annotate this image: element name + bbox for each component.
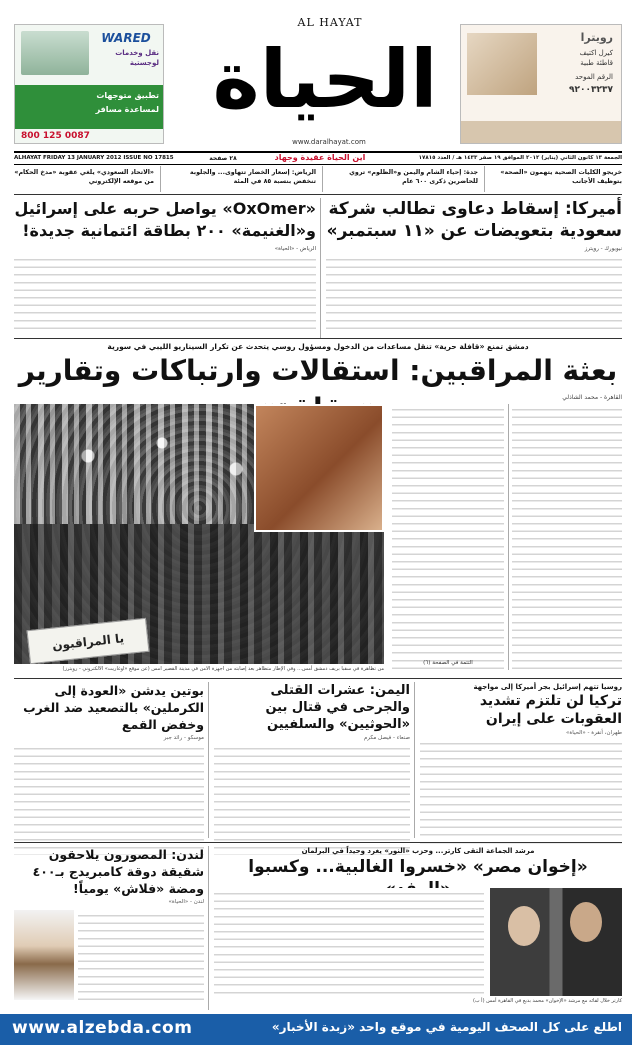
rule	[14, 338, 622, 339]
column-divider	[414, 682, 415, 838]
footer-slogan: اطلع على كل الصحف اليومية في موقع واحد «زبدة الأخبار»	[271, 1020, 622, 1034]
row4-kicker: مرشد الجماعة التقى كارتر... وحزب «النور» يغرد وحيداً في البرلمان	[301, 847, 535, 855]
ad-left-phone: 800 125 0087	[21, 131, 90, 141]
row4-london-photo[interactable]	[14, 910, 74, 1000]
ad-right-line1: كيرل اكتيف	[579, 49, 613, 57]
ad-left-line3: تطبيق متوجهات	[96, 91, 159, 100]
rule	[14, 678, 622, 679]
story1-headline-l2: سعودية بتعويضات عن «١١ سبتمبر»	[326, 221, 622, 241]
teaser-divider	[484, 166, 485, 192]
column-divider	[508, 404, 509, 670]
story1-byline: نيويورك - رويترز	[584, 246, 622, 252]
dateline-ar: الجمعة ١٣ كانون الثاني (يناير) ٢٠١٢ الموافق ١٩ صفر ١٤٣٣ هـ / العدد ١٧٨١٥	[418, 155, 622, 161]
inset-photo[interactable]	[254, 404, 384, 532]
dateline-en: ALHAYAT FRIDAY 13 JANUARY 2012 ISSUE NO 17815	[14, 155, 174, 161]
story1-headline-l1: أميركا: إسقاط دعاوى تطالب شركة	[328, 199, 622, 219]
story2-byline: الرياض - «الحياة»	[274, 246, 316, 252]
row4-byline: لندن - «الحياة»	[168, 899, 204, 905]
row3-story-yemen[interactable]	[214, 682, 410, 838]
ad-left-line4: لمساعدة مسافر	[95, 105, 159, 114]
rule	[14, 842, 622, 843]
row4-photo[interactable]	[490, 888, 622, 996]
teaser-2[interactable]: الرياض: إسعار الخضار تتهاوى... والجلوبة تنخفض بنسبة ٨٥ في المئة	[189, 169, 316, 185]
main-photo-banner-text: يا المراقبون	[51, 631, 125, 653]
column-divider	[208, 846, 209, 1010]
row4-photo-caption: كارتر خلال لقائه مع مرشد «الإخوان» محمد بديع في القاهرة أمس (أ ب)	[472, 998, 622, 1004]
row4-story-egypt[interactable]	[214, 846, 622, 1010]
row3-byline: موسكو - رائد جبر	[163, 735, 204, 741]
row4-body	[78, 910, 204, 1000]
ad-left[interactable]	[14, 24, 164, 144]
column-divider	[320, 198, 321, 338]
logo-arabic: الحياة	[212, 33, 438, 126]
row3-headline: تركيا لن تلتزم تشديد العقوبات على إيران	[479, 693, 622, 727]
ad-right-strip	[461, 121, 621, 143]
main-body-col2	[512, 404, 622, 670]
main-photo[interactable]	[14, 404, 384, 664]
teaser-bar	[14, 166, 622, 194]
slogan: اين الحياة عقيدة وجهاد	[274, 153, 366, 162]
teaser-3[interactable]: جدة: إحياء الشام واليمن و«الظلوم» تروي للحاضرين ذكرى ٦٠٠ عام	[349, 169, 478, 185]
ad-right-line2: قاطئة طبية	[580, 59, 613, 67]
row4-body	[214, 888, 484, 996]
row3-byline: صنعاء - فيصل مكرم	[363, 735, 410, 741]
main-byline: القاهرة - محمد الشاذلي	[562, 394, 622, 401]
row3-kicker: روسيا تتهم إسرائيل بجر أميركا إلى مواجهة	[473, 683, 622, 691]
row3-headline: اليمن: عشرات القتلى والجرحى في قتال بين «الحوثيين» والسلفيين	[265, 683, 410, 732]
story1-headline[interactable]	[326, 198, 622, 242]
row3-story-russia[interactable]	[14, 682, 204, 838]
website[interactable]: www.daralhayat.com	[292, 138, 366, 146]
row4-photo-face-right	[570, 902, 602, 942]
teaser-1[interactable]: «الاتحاد السعودي» يلغي عقوبة «مدخ الحكام» من موقعه الإلكتروني	[14, 169, 154, 185]
ad-right-phone: ٩٢٠٠٣٢٣٧	[569, 85, 613, 95]
row4-photo-face-left	[508, 906, 540, 946]
row3-body	[420, 738, 622, 844]
rule	[14, 194, 622, 195]
ad-right-image	[467, 33, 537, 95]
row4-story-london[interactable]	[14, 846, 204, 1010]
ad-right-line3: الرقم الموحد	[575, 73, 613, 81]
row3-story-iran[interactable]	[420, 682, 622, 838]
row3-body	[214, 743, 410, 855]
latin-name: AL HAYAT	[297, 16, 363, 29]
footer-bar[interactable]	[0, 1014, 632, 1045]
main-kicker: دمشق تمنع «قافلة حرية» تنقل مساعدات من الدخول ومسؤول روسي يتحدث عن تكرار السيناريو الليبي في سورية	[107, 342, 529, 351]
ad-right-brand: رويترا	[580, 31, 613, 44]
story2-headline-l1: «OxOmer» يواصل حربه على إسرائيل	[14, 199, 316, 218]
story1-body	[326, 254, 622, 334]
ad-left-brand: WARED	[101, 31, 151, 45]
column-divider	[208, 682, 209, 838]
ad-left-truck	[21, 31, 89, 75]
row4-headline: «إخوان مصر» «خسروا الغالبية... وكسبوا	[248, 857, 588, 877]
main-body-col1	[392, 404, 504, 670]
story2-headline-l2: و«الغنيمة» ٢٠٠ بطاقة ائتمانية جديدة!	[22, 221, 316, 240]
ad-right[interactable]	[460, 24, 622, 144]
row3-body	[14, 743, 204, 855]
row3-byline: طهران، أنقرة - «الحياة»	[566, 730, 622, 736]
page-count: ٢٨ صفحة	[209, 155, 237, 162]
row3-headline: بوتين يدشن «العودة إلى الكرملين» بالتصعيد ضد الغرب وخفض القمع	[23, 683, 204, 732]
main-continued[interactable]: التتمة في الصفحة (٦)	[423, 660, 473, 666]
ad-left-line2: لوجستية	[129, 59, 159, 67]
masthead	[0, 0, 632, 160]
dateline-rule-bottom	[14, 164, 622, 165]
teaser-divider	[160, 166, 161, 192]
main-photo-caption: من تظاهرة في سقبا بريف دمشق أمس... وفي الإطار متظاهر بعد إصابته من اجهزة الامن في مدينة القصير امس (عن موقع «اوغاريت» الالكتروني - رويترز)	[62, 666, 384, 672]
story2-headline[interactable]	[14, 198, 316, 242]
ad-left-line1: نقل وخدمات	[115, 49, 159, 57]
teaser-4[interactable]: خريجو الكليات الصحية يتهمون «الصحة» بتوظيف الأجانب	[500, 169, 622, 185]
story2-body	[14, 254, 316, 334]
main-headline[interactable]: بعثة المراقبين: استقالات وارتباكات وتقارير	[18, 354, 618, 387]
row4-headline: لندن: المصورون يلاحقون شقيقة دوقة كامبريدج بـ٤٠٠ ومضة «فلاش» يومياً!	[32, 847, 204, 896]
teaser-divider	[322, 166, 323, 192]
footer-url[interactable]: www.alzebda.com	[12, 1018, 193, 1038]
